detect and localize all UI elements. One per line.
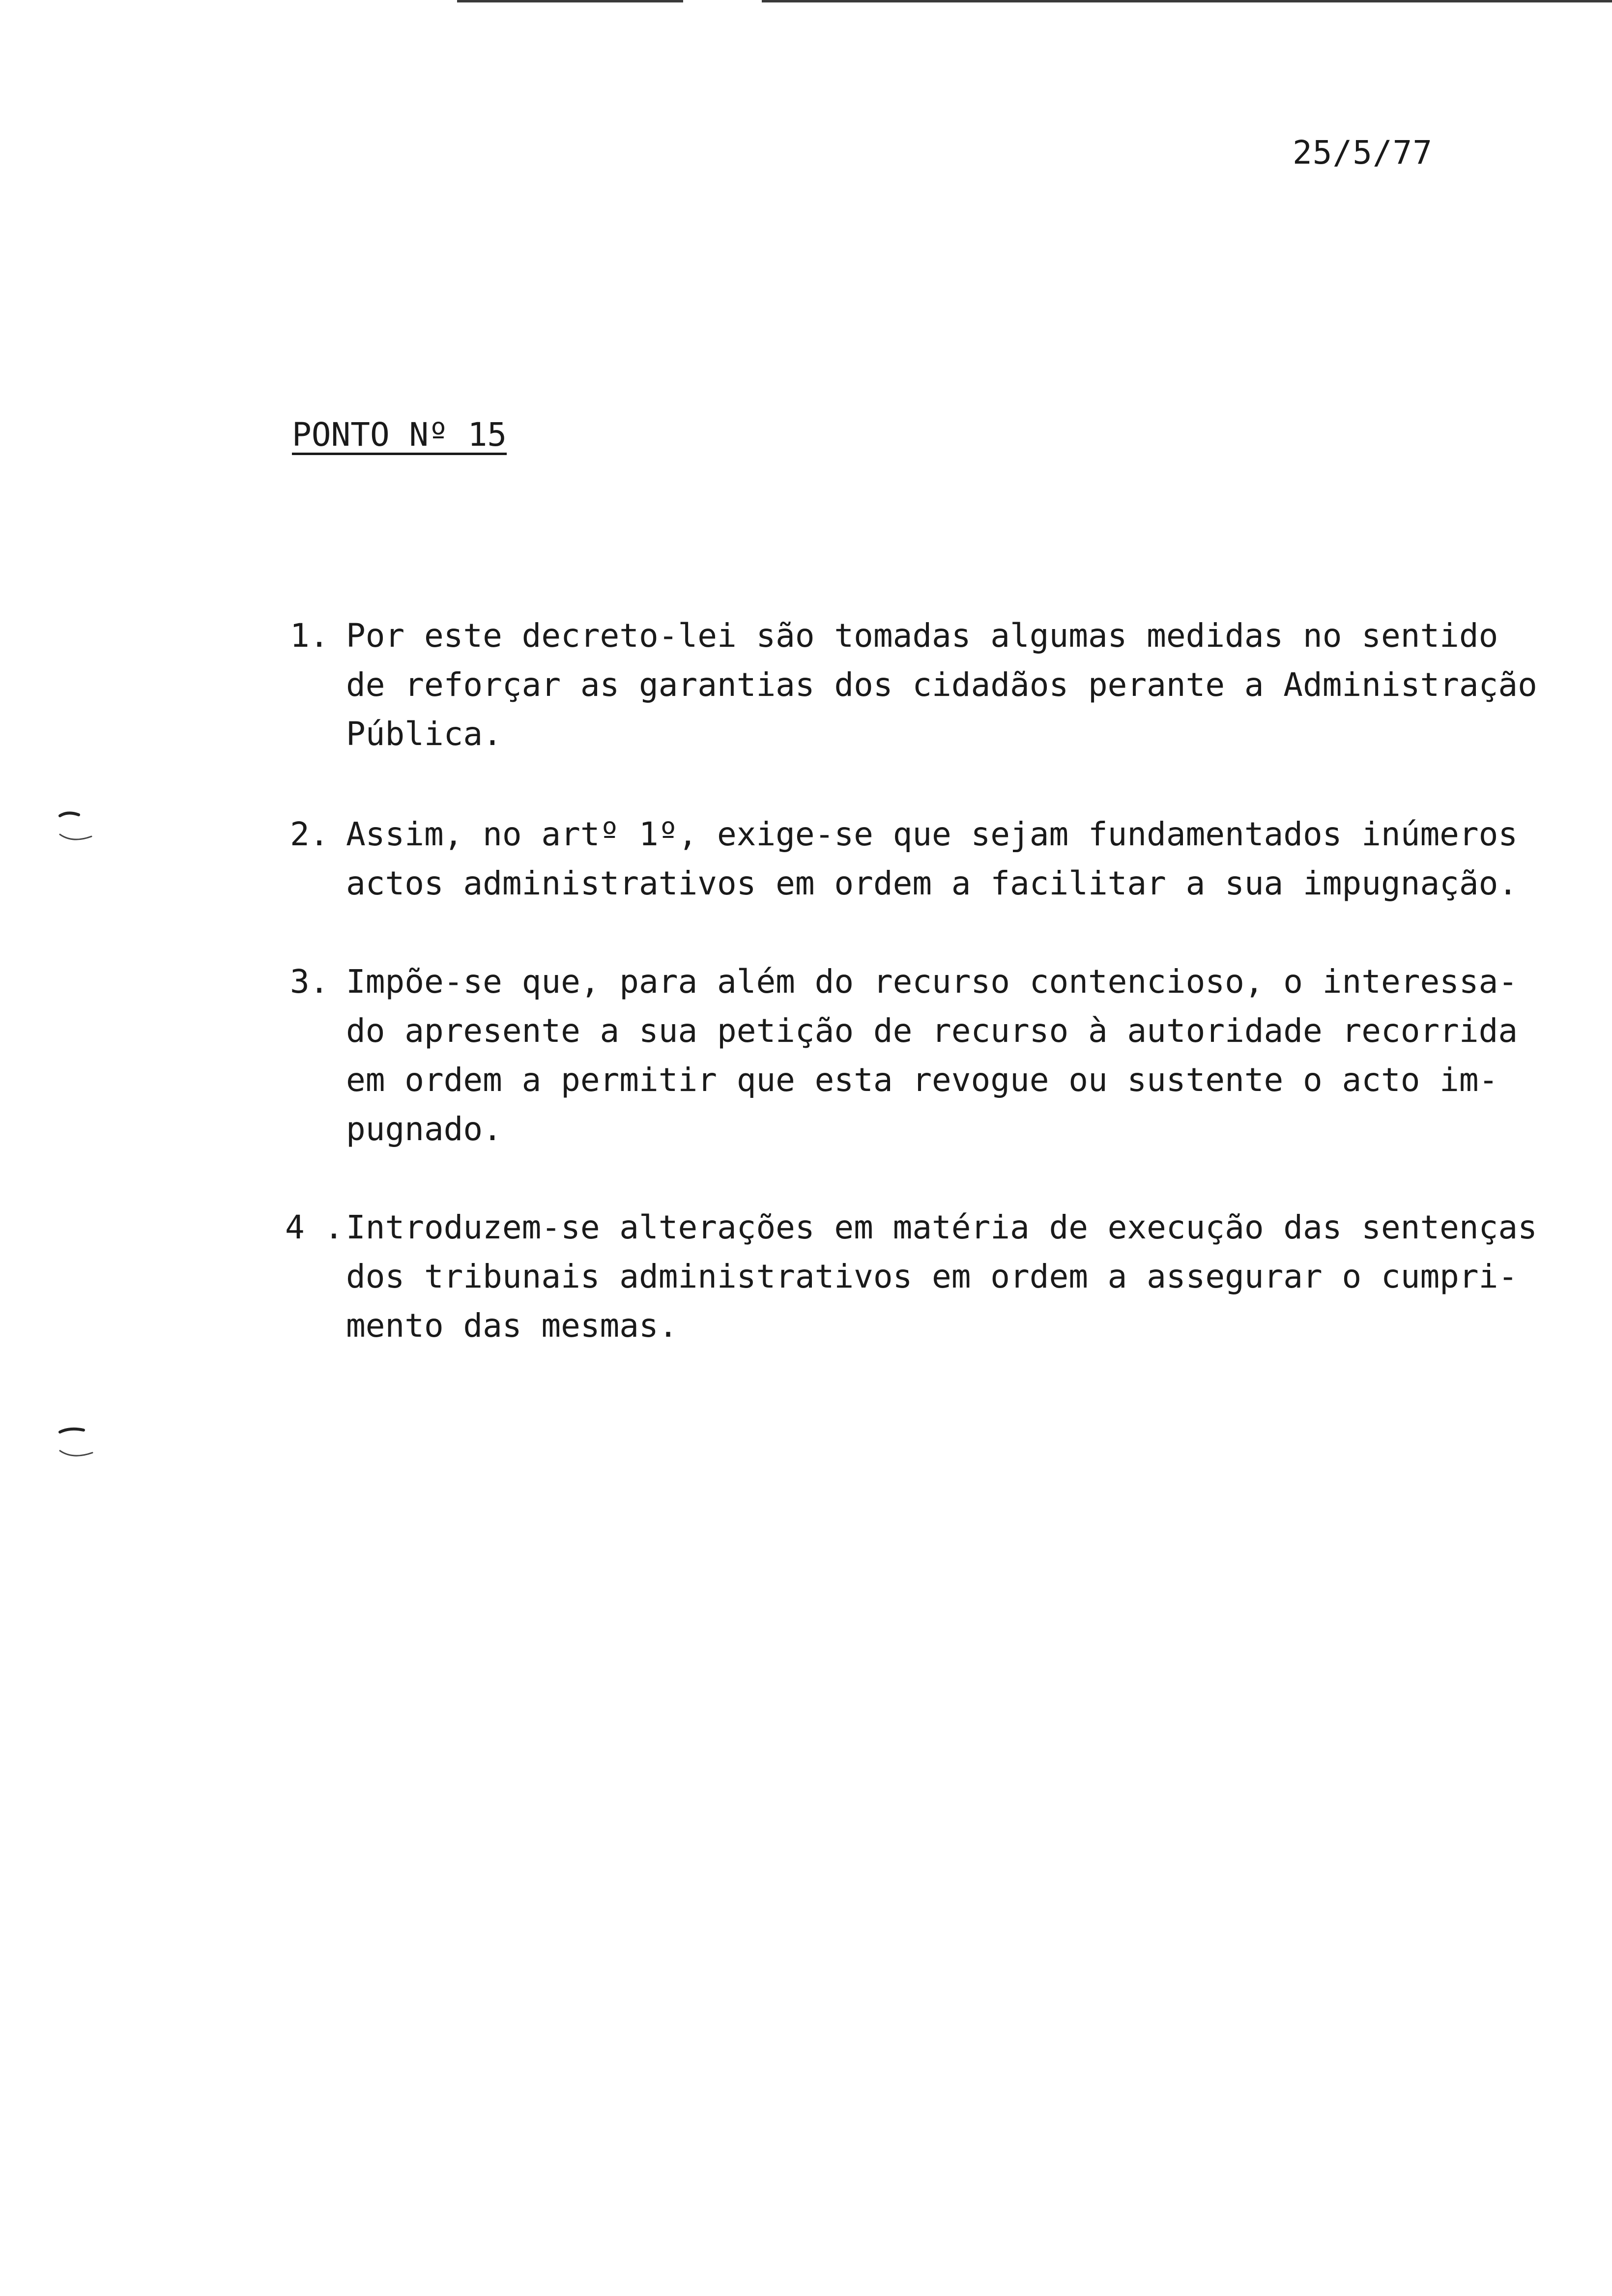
item-text [346,957,1518,1154]
item-line: Pública. [346,715,502,753]
scan-edge-line [457,0,683,2]
item-number: 4 . [285,1208,344,1246]
item-number: 2. [290,815,329,853]
item-text [346,1203,1537,1350]
item-line: Assim, no artº 1º, exige-se que sejam fundamentados inúmeros [346,815,1518,853]
item-text [346,611,1537,759]
document-heading: PONTO Nº 15 [292,416,507,454]
item-line: actos administrativos em ordem a facilitar a sua impugnação. [346,864,1518,902]
item-line: do apresente a sua petição de recurso à autoridade recorrida [346,1012,1518,1050]
item-text [346,810,1518,908]
item-line: Introduzem-se alterações em matéria de execução das sentenças [346,1208,1537,1246]
item-line: Por este decreto-lei são tomadas algumas medidas no sentido [346,617,1498,655]
item-line: de reforçar as garantias dos cidadãos perante a Administração [346,666,1537,704]
item-number: 1. [290,617,329,655]
punch-hole-icon [53,811,97,845]
scan-edge-line [762,0,1612,2]
punch-hole-mark [53,811,97,845]
item-line: mento das mesmas. [346,1307,678,1345]
punch-hole-icon [53,1425,97,1460]
item-line: em ordem a permitir que esta revogue ou sustente o acto im- [346,1061,1498,1099]
punch-hole-mark [53,1425,97,1460]
item-line: dos tribunais administrativos em ordem a assegurar o cumpri- [346,1258,1518,1295]
document-date: 25/5/77 [1293,134,1433,172]
item-line: pugnado. [346,1110,502,1148]
item-number: 3. [290,963,329,1001]
item-line: Impõe-se que, para além do recurso contencioso, o interessa- [346,963,1518,1001]
